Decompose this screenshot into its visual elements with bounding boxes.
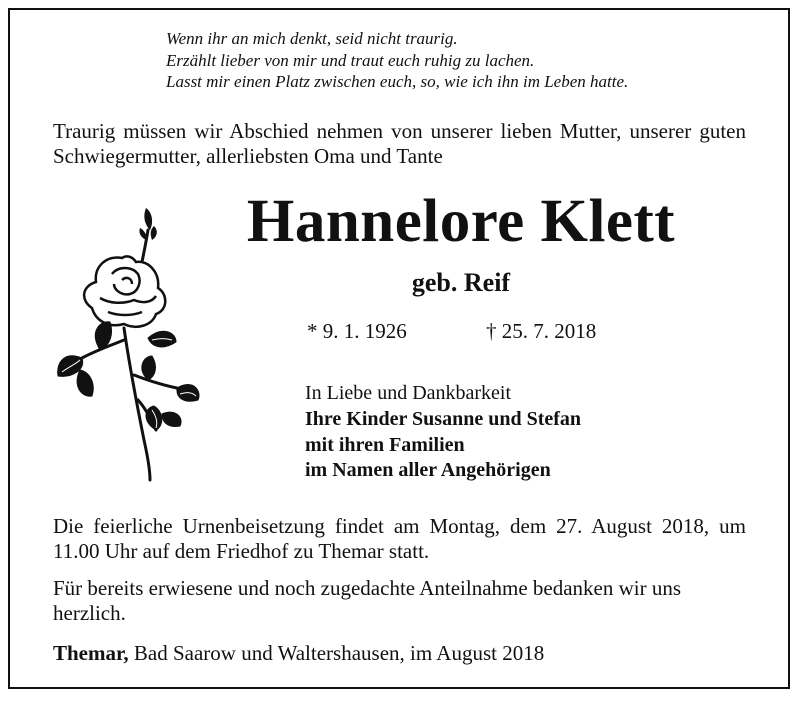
poem-line: Erzählt lieber von mir und traut euch ruhig zu lachen.	[166, 50, 535, 70]
thanks-text: Für bereits erwiesene und noch zugedachte Anteilnahme bedanken wir uns herzlich.	[53, 576, 682, 625]
poem-line: Lasst mir einen Platz zwischen euch, so, wie ich ihn im Leben hatte.	[166, 72, 629, 91]
mourner-line: mit ihren Familien	[305, 433, 465, 456]
place-date-line	[53, 640, 544, 666]
mourners-list	[305, 407, 581, 484]
mourner-line: Ihre Kinder Susanne und Stefan	[305, 408, 582, 430]
place-date-rest: Bad Saarow und Waltershausen, im August 2018	[128, 641, 545, 665]
place-name: Themar,	[53, 641, 129, 665]
poem-line: Wenn ihr an mich denkt, seid nicht traurig.	[166, 29, 458, 48]
ceremony-text: Die feierliche Urnenbeisetzung findet am Montag, dem 27. August 2018, um 11.00 Uhr auf dem Friedhof zu Themar statt.	[53, 514, 746, 563]
intro-text: Traurig müssen wir Abschied nehmen von unserer lieben Mutter, unserer guten Schwiegermutter, allerliebsten Oma und Tante	[53, 119, 746, 168]
dedication-line: In Liebe und Dankbarkeit	[305, 382, 512, 404]
poem-verse	[166, 28, 628, 93]
deceased-name: Hannelore Klett	[246, 188, 676, 255]
mourner-line: im Namen aller Angehörigen	[305, 459, 551, 481]
death-date: † 25. 7. 2018	[486, 319, 597, 343]
birth-date: * 9. 1. 1926	[307, 319, 407, 343]
maiden-name: geb. Reif	[411, 268, 511, 297]
